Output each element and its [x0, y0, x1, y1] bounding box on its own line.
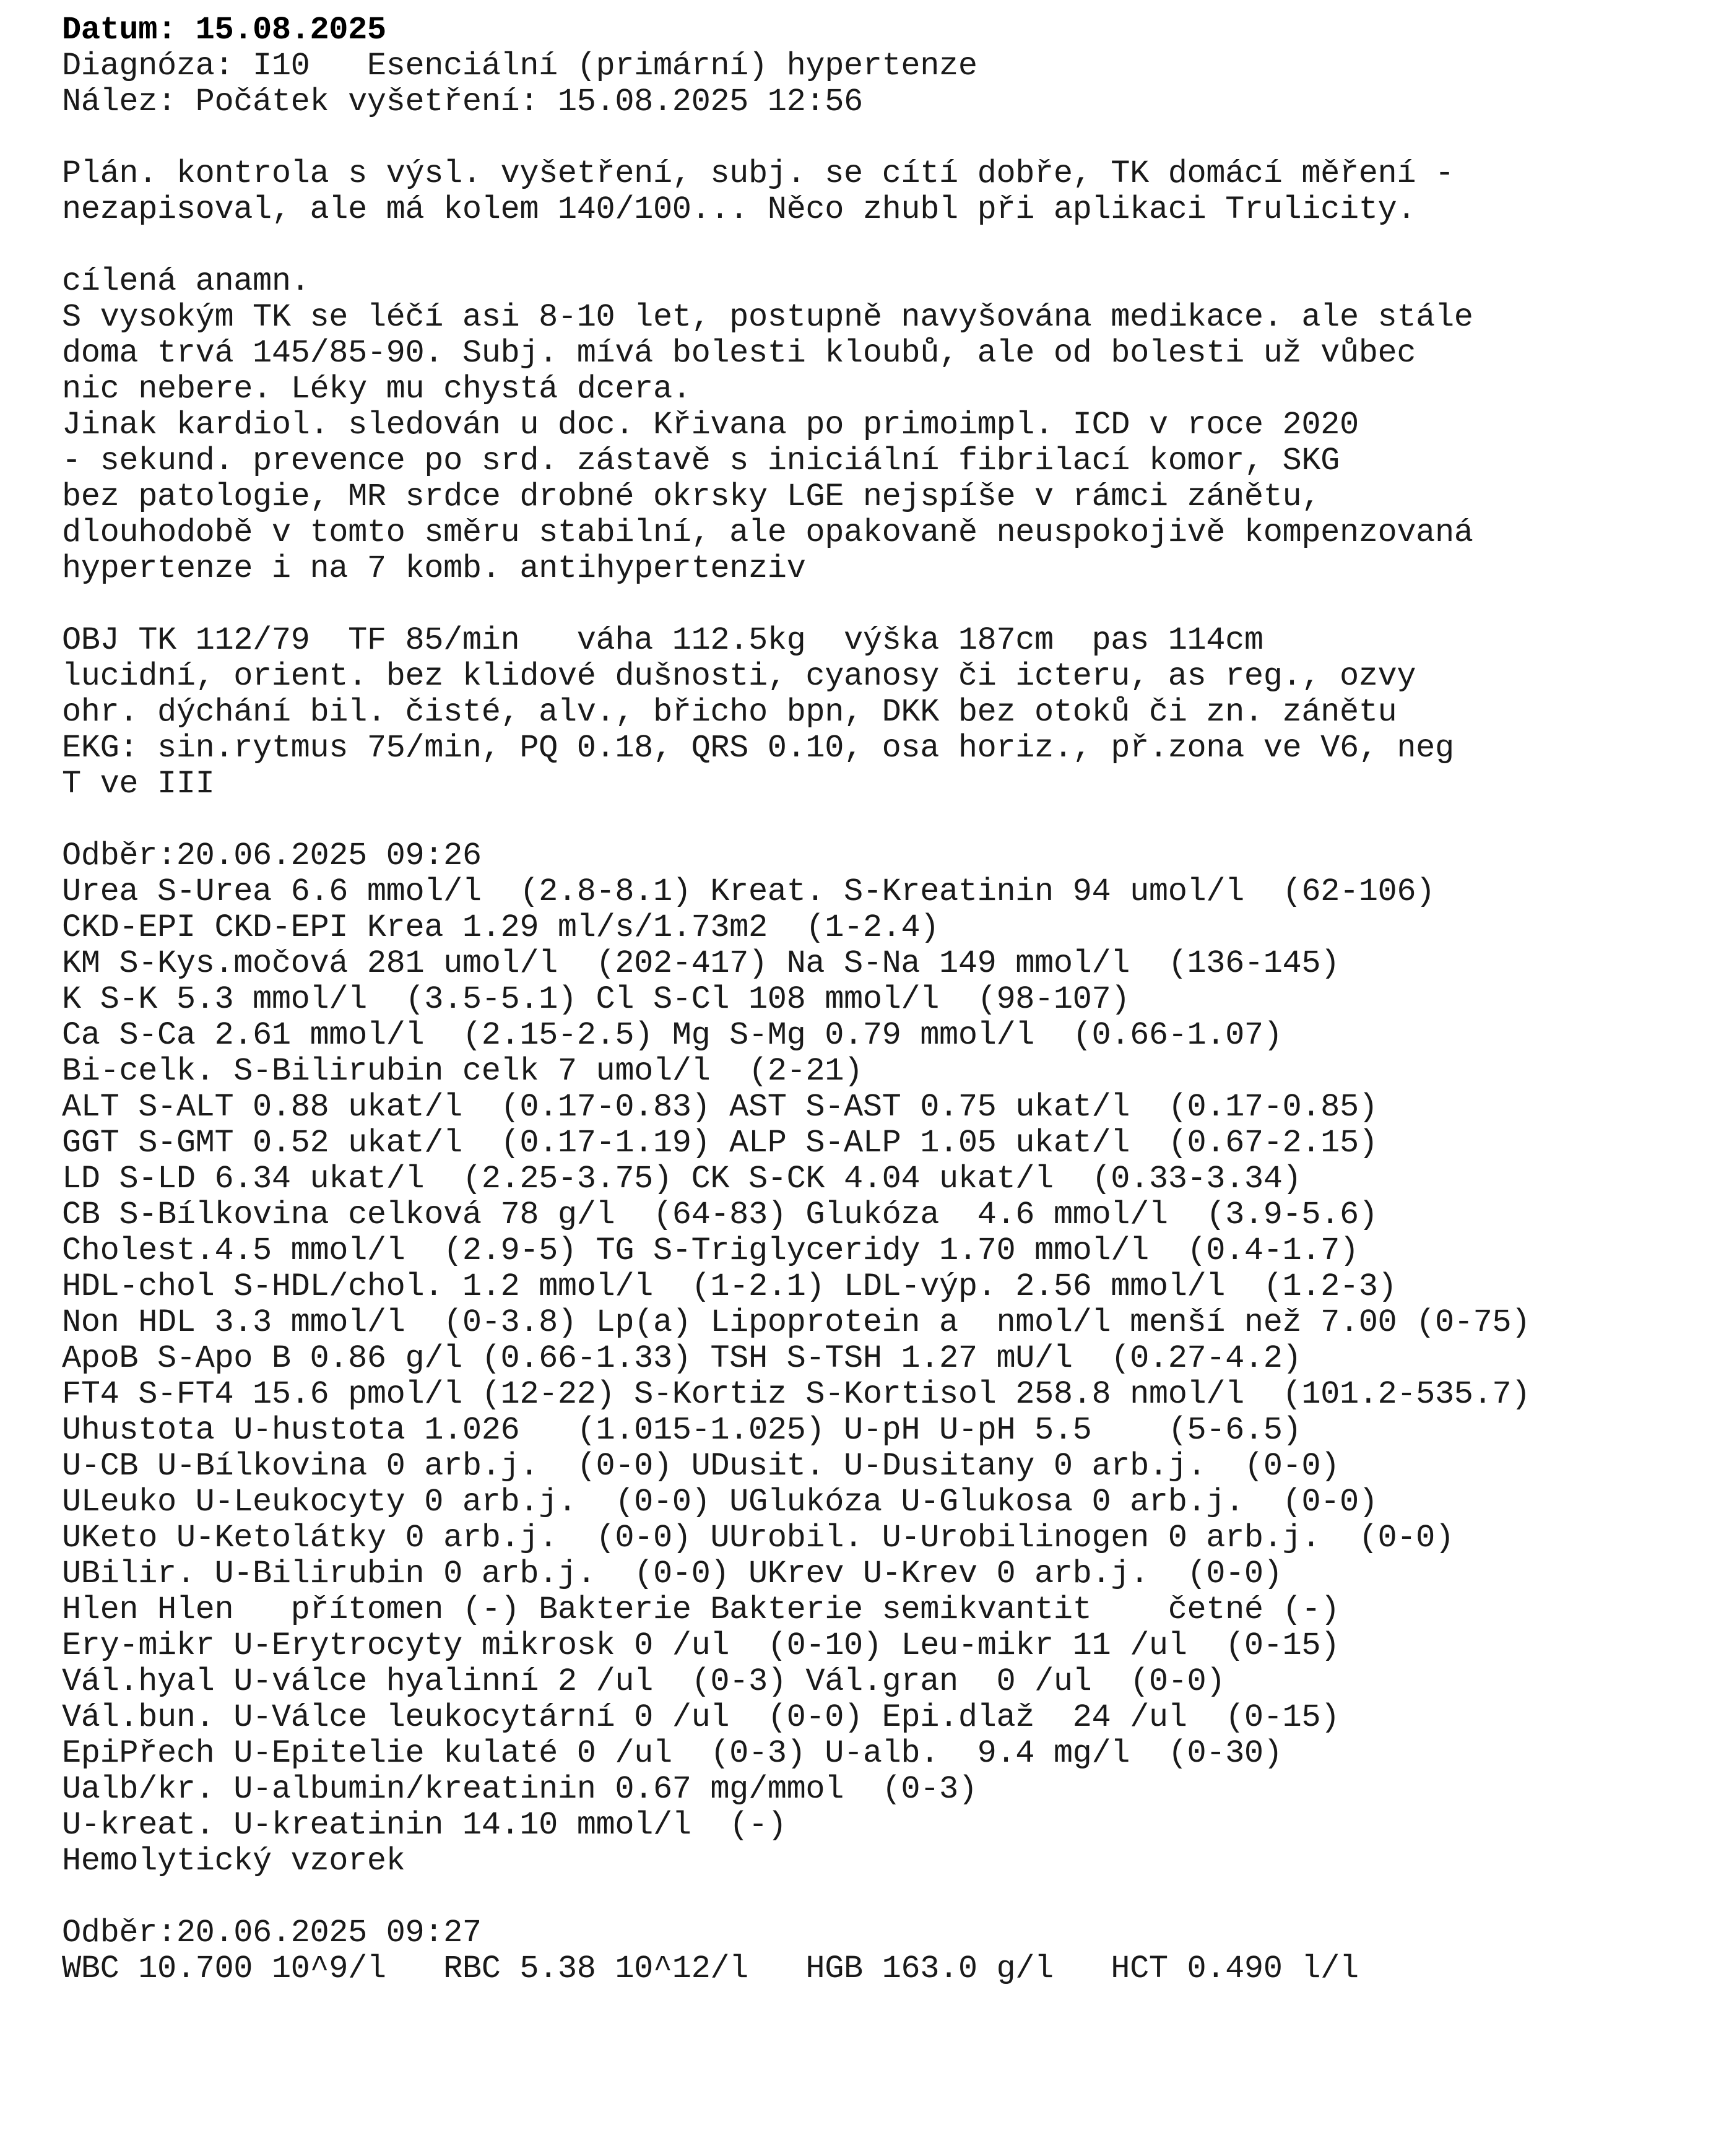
lab-result-line: U-CB U-Bílkovina 0 arb.j. (0-0) UDusit. U-Dusitany 0 arb.j. (0-0) — [62, 1448, 1340, 1484]
lab-result-line: ApoB S-Apo B 0.86 g/l (0.66-1.33) TSH S-TSH 1.27 mU/l (0.27-4.2) — [62, 1340, 1302, 1377]
anamnesis-line: - sekund. prevence po srd. zástavě s iniciální fibrilací komor, SKG — [62, 443, 1340, 479]
anamnesis-line: hypertenze i na 7 komb. antihypertenziv — [62, 550, 806, 587]
lab-result-line: HDL-chol S-HDL/chol. 1.2 mmol/l (1-2.1) LDL-výp. 2.56 mmol/l (1.2-3) — [62, 1268, 1397, 1305]
lab-result-line: LD S-LD 6.34 ukat/l (2.25-3.75) CK S-CK 4.04 ukat/l (0.33-3.34) — [62, 1161, 1302, 1197]
lab-result-line: EpiPřech U-Epitelie kulaté 0 /ul (0-3) U-alb. 9.4 mg/l (0-30) — [62, 1735, 1283, 1772]
spacer — [62, 1879, 1696, 1915]
exam-line: EKG: sin.rytmus 75/min, PQ 0.18, QRS 0.10, osa horiz., př.zona ve V6, neg — [62, 730, 1454, 766]
anamnesis-line: dlouhodobě v tomto směru stabilní, ale opakovaně neuspokojivě kompenzovaná — [62, 514, 1473, 551]
anamnesis-line: cílená anamn. — [62, 263, 310, 300]
lab-result-line: UBilir. U-Bilirubin 0 arb.j. (0-0) UKrev U-Krev 0 arb.j. (0-0) — [62, 1556, 1283, 1592]
spacer — [62, 228, 1696, 264]
report-date: Datum: 15.08.2025 — [62, 12, 386, 48]
lab-result-line: CB S-Bílkovina celková 78 g/l (64-83) Glukóza 4.6 mmol/l (3.9-5.6) — [62, 1197, 1378, 1233]
lab-result-line: Uhustota U-hustota 1.026 (1.015-1.025) U-pH U-pH 5.5 (5-6.5) — [62, 1412, 1302, 1448]
lab-result-line: GGT S-GMT 0.52 ukat/l (0.17-1.19) ALP S-ALP 1.05 ukat/l (0.67-2.15) — [62, 1125, 1378, 1161]
lab-result-line: ALT S-ALT 0.88 ukat/l (0.17-0.83) AST S-AST 0.75 ukat/l (0.17-0.85) — [62, 1089, 1378, 1125]
lab-result-line: Hlen Hlen přítomen (-) Bakterie Bakterie semikvantit četné (-) — [62, 1591, 1340, 1628]
exam-line: T ve III — [62, 766, 215, 802]
plan-line: nezapisoval, ale má kolem 140/100... Něco zhubl při aplikaci Trulicity. — [62, 191, 1416, 228]
lab-result-line: Hemolytický vzorek — [62, 1843, 405, 1879]
finding-line: Nález: Počátek vyšetření: 15.08.2025 12:56 — [62, 84, 863, 120]
lab-result-line: Non HDL 3.3 mmol/l (0-3.8) Lp(a) Lipoprotein a nmol/l menší než 7.00 (0-75) — [62, 1304, 1530, 1341]
spacer — [62, 802, 1696, 838]
sample-title: Odběr:20.06.2025 09:26 — [62, 838, 482, 874]
lab-result-line: ULeuko U-Leukocyty 0 arb.j. (0-0) UGlukóza U-Glukosa 0 arb.j. (0-0) — [62, 1484, 1378, 1520]
exam-line: ohr. dýchání bil. čisté, alv., břicho bpn, DKK bez otoků či zn. zánětu — [62, 694, 1397, 730]
lab-result-line: Cholest.4.5 mmol/l (2.9-5) TG S-Triglyceridy 1.70 mmol/l (0.4-1.7) — [62, 1232, 1359, 1269]
lab-result-line: UKeto U-Ketolátky 0 arb.j. (0-0) UUrobil. U-Urobilinogen 0 arb.j. (0-0) — [62, 1520, 1454, 1556]
lab-result-line: Urea S-Urea 6.6 mmol/l (2.8-8.1) Kreat. S-Kreatinin 94 umol/l (62-106) — [62, 873, 1435, 910]
lab-result-line: Bi-celk. S-Bilirubin celk 7 umol/l (2-21) — [62, 1053, 863, 1089]
medical-report — [62, 12, 1696, 1987]
lab-result-line: KM S-Kys.močová 281 umol/l (202-417) Na S-Na 149 mmol/l (136-145) — [62, 945, 1340, 982]
spacer — [62, 120, 1696, 156]
lab-result-line: Vál.bun. U-Válce leukocytární 0 /ul (0-0) Epi.dlaž 24 /ul (0-15) — [62, 1699, 1340, 1736]
anamnesis-line: nic nebere. Léky mu chystá dcera. — [62, 371, 691, 407]
blood-count-line: WBC 10.700 10^9/l RBC 5.38 10^12/l HGB 163.0 g/l HCT 0.490 l/l — [62, 1950, 1359, 1987]
lab-result-line: K S-K 5.3 mmol/l (3.5-5.1) Cl S-Cl 108 mmol/l (98-107) — [62, 981, 1130, 1018]
plan-line: Plán. kontrola s výsl. vyšetření, subj. se cítí dobře, TK domácí měření - — [62, 155, 1454, 192]
spacer — [62, 587, 1696, 623]
exam-line: OBJ TK 112/79 TF 85/min váha 112.5kg výška 187cm pas 114cm — [62, 622, 1263, 659]
sample-title: Odběr:20.06.2025 09:27 — [62, 1915, 482, 1951]
anamnesis-line: doma trvá 145/85-90. Subj. mívá bolesti kloubů, ale od bolesti už vůbec — [62, 335, 1416, 371]
anamnesis-line: Jinak kardiol. sledován u doc. Křivana po primoimpl. ICD v roce 2020 — [62, 407, 1359, 443]
exam-line: lucidní, orient. bez klidové dušnosti, cyanosy či icteru, as reg., ozvy — [62, 658, 1416, 695]
lab-result-line: CKD-EPI CKD-EPI Krea 1.29 ml/s/1.73m2 (1-2.4) — [62, 909, 940, 946]
lab-result-line: Ery-mikr U-Erytrocyty mikrosk 0 /ul (0-10) Leu-mikr 11 /ul (0-15) — [62, 1627, 1340, 1664]
anamnesis-line: S vysokým TK se léčí asi 8-10 let, postupně navyšována medikace. ale stále — [62, 299, 1473, 336]
lab-result-line: U-kreat. U-kreatinin 14.10 mmol/l (-) — [62, 1807, 787, 1843]
diagnosis-line: Diagnóza: I10 Esenciální (primární) hypertenze — [62, 48, 977, 84]
lab-result-line: Ualb/kr. U-albumin/kreatinin 0.67 mg/mmol (0-3) — [62, 1771, 977, 1807]
lab-result-line: Ca S-Ca 2.61 mmol/l (2.15-2.5) Mg S-Mg 0.79 mmol/l (0.66-1.07) — [62, 1017, 1283, 1054]
lab-result-line: FT4 S-FT4 15.6 pmol/l (12-22) S-Kortiz S-Kortisol 258.8 nmol/l (101.2-535.7) — [62, 1376, 1530, 1413]
lab-result-line: Vál.hyal U-válce hyalinní 2 /ul (0-3) Vál.gran 0 /ul (0-0) — [62, 1663, 1226, 1700]
anamnesis-line: bez patologie, MR srdce drobné okrsky LGE nejspíše v rámci zánětu, — [62, 478, 1321, 515]
